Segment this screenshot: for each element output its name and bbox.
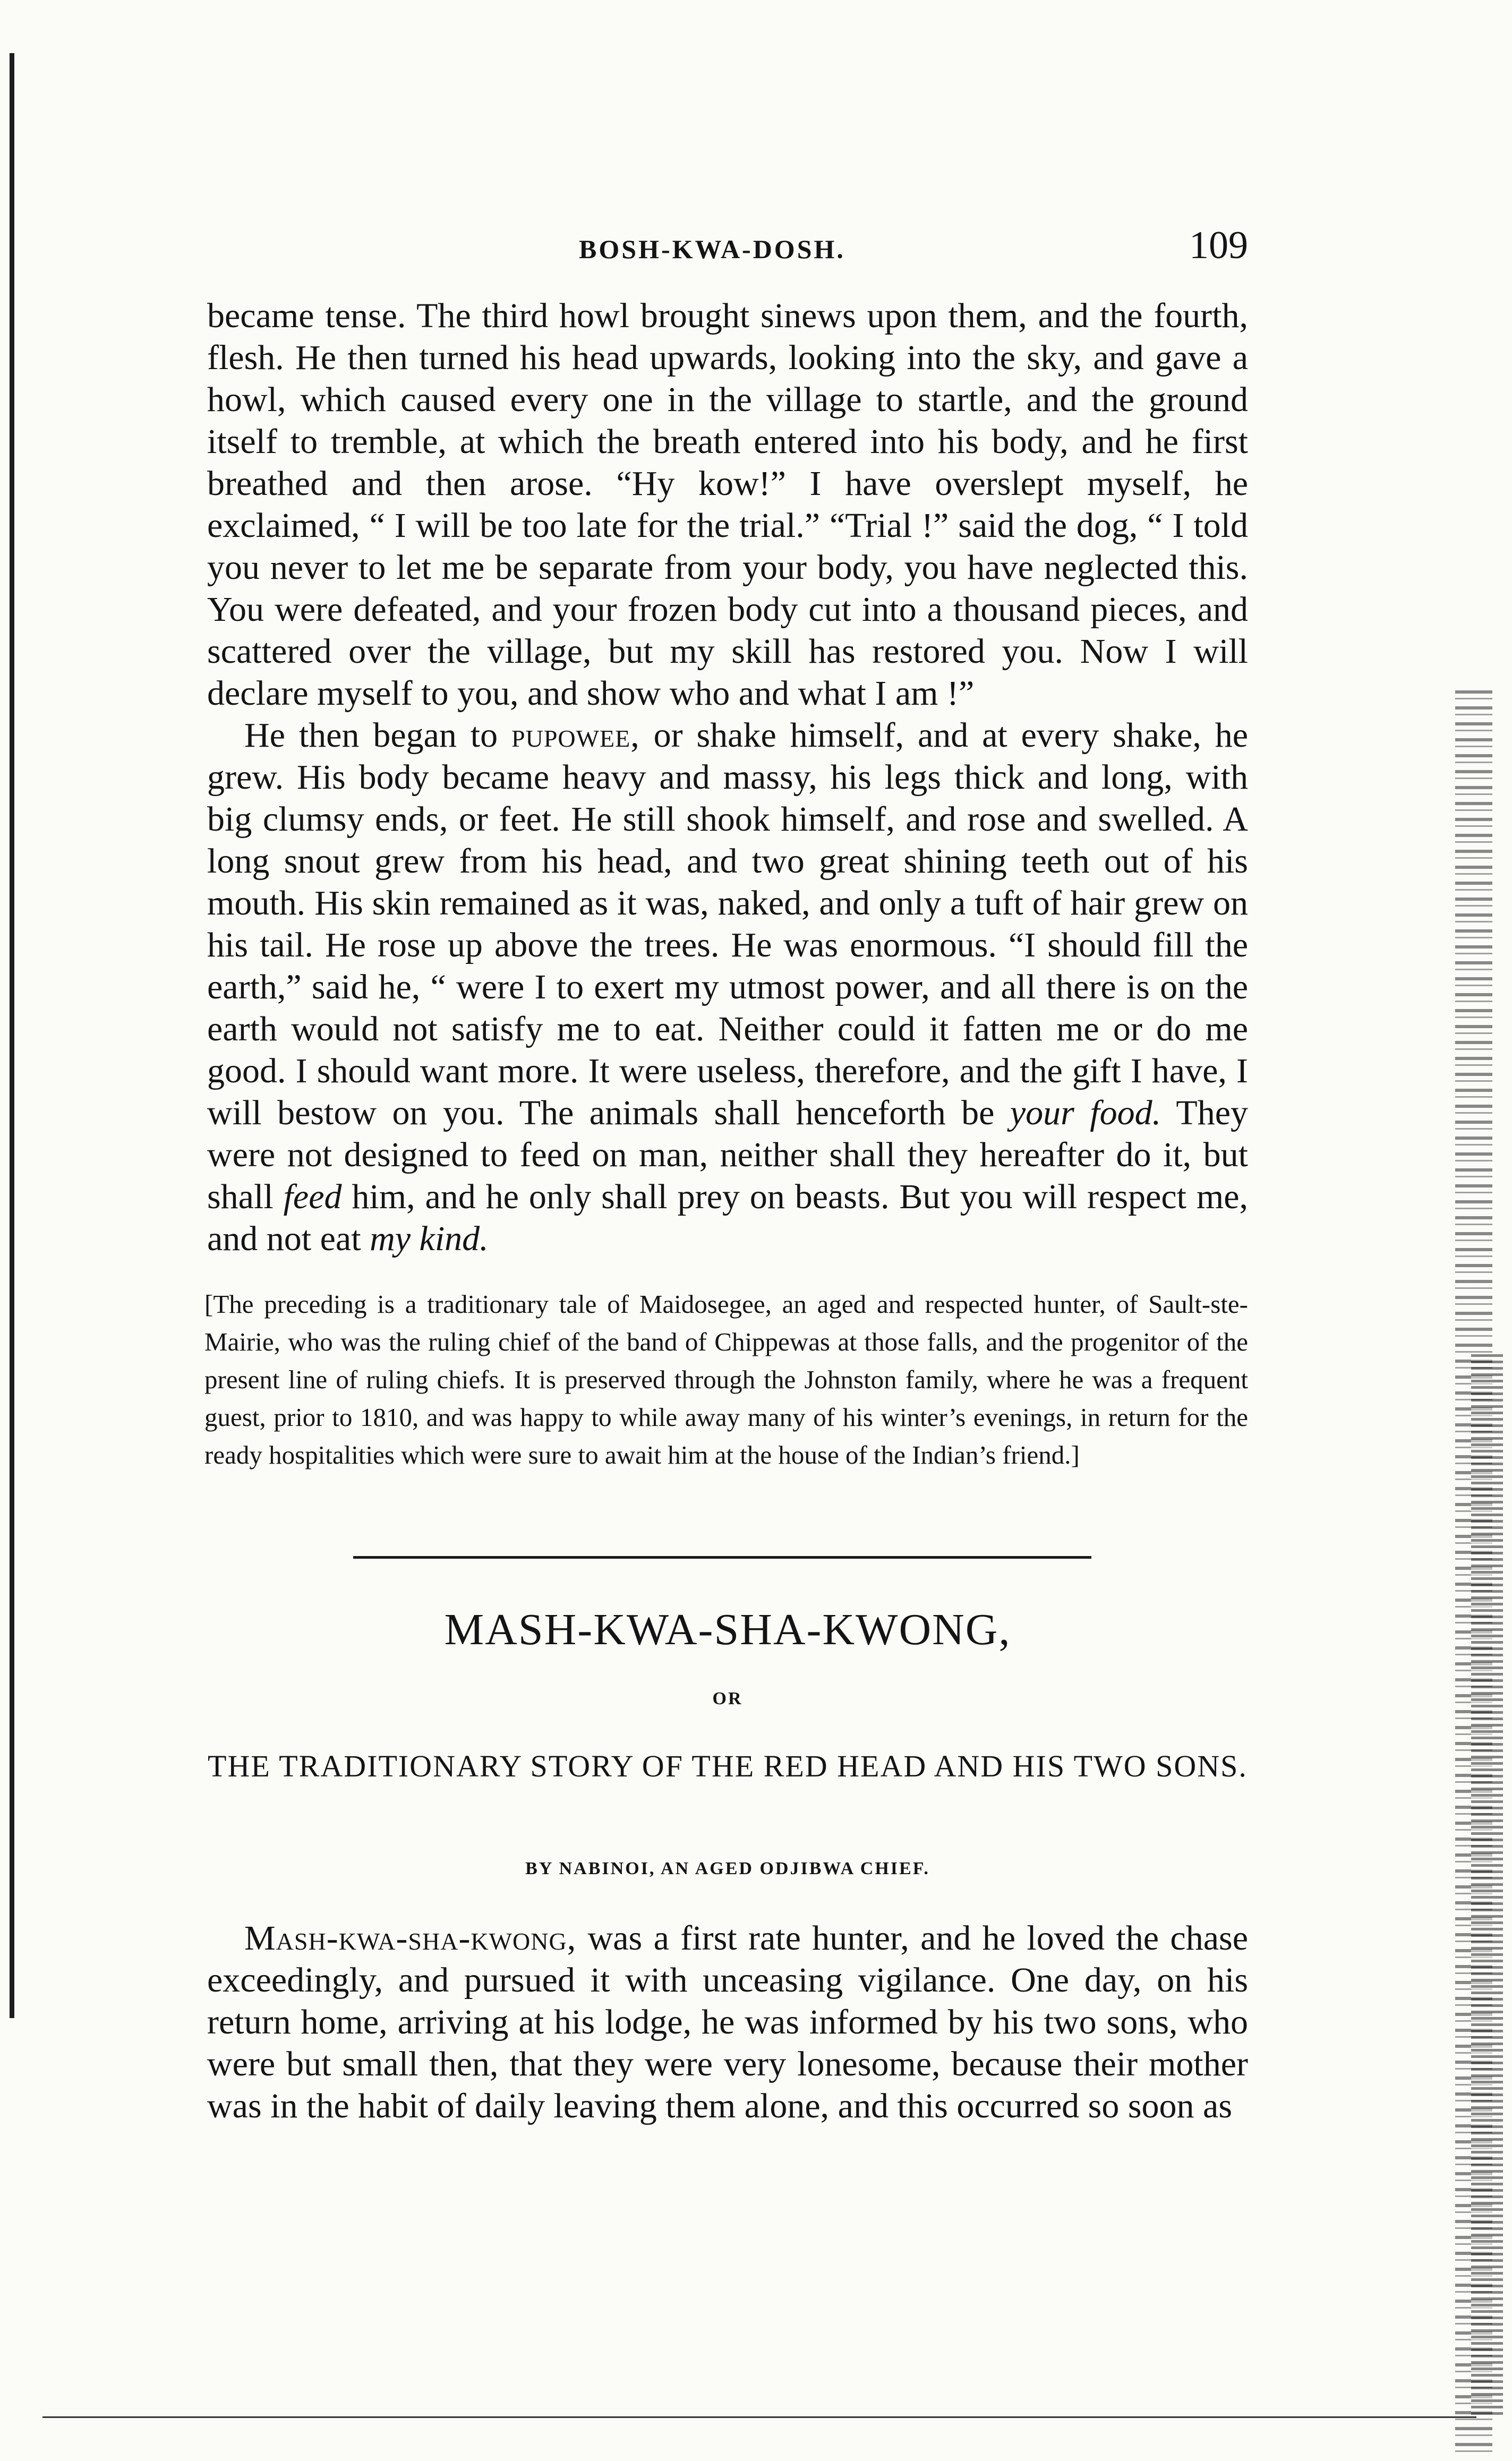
note-text: [The preceding is a traditionary tale of Maidosegee, an aged and respected hunter, of Sault-ste-Mairie, who was the ruling chief of the band of Chippewas at those falls, and the progenitor of the present line of ruling chiefs. It is preserved through the Johnston family, where he was a frequent guest, prior to 1810, and was happy to while away many of his winter’s evenings, in return for the ready hospitalities which were sure to await him at the house of the Indian’s friend.] — [204, 1289, 1248, 1469]
body-text-chapter — [207, 1917, 1248, 2127]
chapter-subtitle: THE TRADITIONARY STORY OF THE RED HEAD AND HIS TWO SONS. — [208, 1749, 1248, 1783]
chapter-or: OR — [712, 1689, 743, 1708]
text-run: or shake himself, and at every shake, he grew. His body became heavy and massy, his legs thick and long, with big clumsy ends, or feet. He still shook himself, and rose and swelled. A long snout grew from his head, and two great shining teeth out of his mouth. His skin remained as it was, naked, and only a tuft of hair grew on his tail. He rose up above the trees. He was enormous. “I should fill the earth,” said he, “ were I to exert my utmost power, and all there is on the earth would not satisfy me to eat. Neither could it fatten me or do me good. I should want more. It were useless, therefore, and the gift I have, I will bestow on you. The animals shall henceforth be — [207, 716, 1249, 1132]
page-bottom-edge — [42, 2416, 1476, 2418]
text-run: pupowee, — [511, 716, 640, 755]
paragraph — [207, 714, 1248, 1260]
chapter-byline: BY NABINOI, AN AGED ODJIBWA CHIEF. — [525, 1859, 930, 1878]
editorial-note — [204, 1285, 1248, 1474]
text-run: was a first rate hunter, and he loved the chase exceedingly, and pursued it with unceasing vigilance. One day, on his return home, arriving at his lodge, he was informed by his two sons, who were but small then, that they were very lonesome, because their mother was in the habit of daily leaving them alone, and this occurred so soon as — [207, 1919, 1248, 2125]
page-edge-shadow — [1471, 1354, 1503, 2416]
text-run: Mash-kwa-sha-kwong, — [244, 1919, 577, 1958]
text-run: feed — [283, 1177, 342, 1216]
running-title: BOSH-KWA-DOSH. — [579, 234, 845, 264]
chapter-title: MASH-KWA-SHA-KWONG, — [444, 1605, 1011, 1654]
page-header — [207, 223, 1248, 281]
page-binding-edge — [10, 53, 14, 2018]
paragraph: became tense. The third howl brought sinews upon them, and the fourth, flesh. He then turned his head upwards, looking into the sky, and gave a howl, which caused every one in the village to startle, and the ground itself to tremble, at which the breath entered into his body, and he first breathed and then arose. “Hy kow!” I have overslept myself, he exclaimed, “ I will be too late for the trial.” “Trial !” said the dog, “ I told you never to let me be separate from your body, you have neglected this. You were defeated, and your frozen body cut into a thousand pieces, and scattered over the village, but my skill has restored you. Now I will declare myself to you, and show who and what I am !” — [207, 296, 1248, 713]
body-text-top — [207, 295, 1248, 1260]
page-number: 109 — [1189, 224, 1248, 267]
text-run: your food. — [1010, 1093, 1161, 1132]
text-run: They were not designed to feed on man, neither shall they hereafter do it, but shall — [207, 1093, 1248, 1216]
section-divider — [353, 1556, 1091, 1559]
paragraph — [207, 1917, 1248, 2127]
text-run: my kind. — [370, 1219, 489, 1258]
text-run: him, and he only shall prey on beasts. But you will respect me, and not eat — [207, 1177, 1249, 1258]
text-run: He then began to — [244, 716, 498, 755]
